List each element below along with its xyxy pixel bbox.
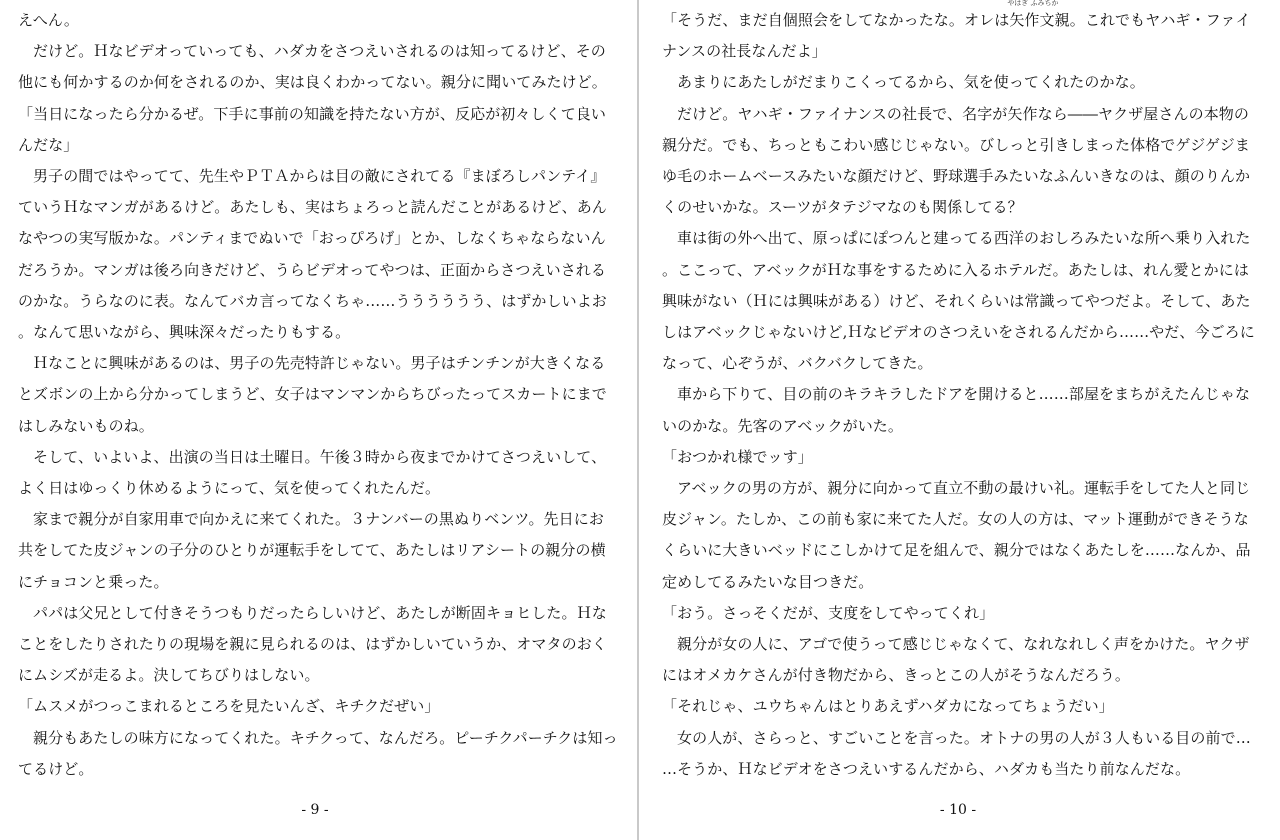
paragraph: Ｈなことに興味があるのは、男子の先売特許じゃない。男子はチンチンが大きくなるとズボンの上から分かってしまうど、女子はマンマンからちびったってスカートにまではしみないものね。 bbox=[18, 354, 607, 435]
right-page-text bbox=[662, 0, 1262, 785]
paragraph: 「ムスメがつっこまれるところを見たいんざ、キチクだぜい」 bbox=[18, 697, 440, 716]
paragraph: 「当日になったら分かるぜ。下手に事前の知識を持たない方が、反応が初々しくて良いんだな」 bbox=[18, 104, 607, 154]
paragraph: えへん。 bbox=[18, 11, 80, 29]
paragraph: 親分が女の人に、アゴで使うって感じじゃなくて、なれなれしく声をかけた。ヤクザにはオメカケさんが付き物だから、きっとこの人がそうなんだろう。 bbox=[662, 635, 1250, 685]
page-gutter-divider bbox=[637, 0, 639, 840]
right-page-number: - 10 - bbox=[939, 802, 977, 818]
paragraph: あまりにあたしがだまりこくってるから、気を使ってくれたのかな。 bbox=[677, 73, 1145, 92]
paragraph: だけど。Ｈなビデオっていっても、ハダカをさつえいされるのは知ってるけど、その他にも何かするのか何をされるのか、実は良くわかってない。親分に聞いてみたけど。 bbox=[18, 42, 607, 92]
left-page bbox=[0, 0, 638, 840]
paragraph: 車から下りて、目の前のキラキラしたドアを開けると……部屋をまちがえたんじゃないのかな。先客のアベックがいた。 bbox=[662, 385, 1251, 435]
right-page bbox=[640, 0, 1280, 840]
left-page-number: - 9 - bbox=[301, 802, 329, 818]
paragraph: パパは父兄として付きそうつもりだったらしいけど、あたしが断固キョヒした。Ｈなことをしたりされたりの現場を親に見られるのは、はずかしいていうか、オマタのおくにムシズが走るよ。決してちびりはしない。 bbox=[18, 603, 607, 685]
paragraph: アベックの男の方が、親分に向かって直立不動の最けい礼。運転手をしてた人と同じ皮ジャン。たしか、この前も家に来てた人だ。女の人の方は、マット運動ができそうなくらいに大きいベッドにこしかけて足を組んで、親分ではなくあたしを……なんか、品定めしてるみたいな目つきだ。 bbox=[662, 479, 1251, 591]
ruby-base-text: 矢作文親 bbox=[1009, 11, 1070, 29]
paragraph-text-before-ruby: 「そうだ、まだ自個照会をしてなかったな。オレは bbox=[662, 11, 1010, 29]
paragraph: だけど。ヤハギ・ファイナンスの社長で、名字が矢作なら――ヤクザ屋さんの本物の親分だ。でも、ちっともこわい感じじゃない。びしっと引きしまった体格でゲジゲジまゆ毛のホームベースみたいな顔だけど、野球選手みたいなふんいきなのは、顔のりんかくのせいかな。スーツがタテジマなのも関係してる？ bbox=[662, 104, 1251, 217]
paragraph: 車は街の外へ出て、原っぱにぽつんと建ってる西洋のおしろみたいな所へ乗り入れた。ここって、アベックがＨな事をするために入るホテルだ。あたしは、れん愛とかには興味がない（Ｈには興味がある）けど、それくらいは常識ってやつだよ。そして、あたしはアベックじゃないけど,Ｈなビデオのさつえいをされるんだから……やだ、今ごろになって、心ぞうが、バクバクしてきた。 bbox=[662, 229, 1255, 373]
paragraph: 「おう。さっそくだが、支度をしてやってくれ」 bbox=[662, 603, 995, 622]
paragraph: 親分もあたしの味方になってくれた。キチクって、なんだろ。ピーチクパーチクは知ってるけど。 bbox=[18, 728, 618, 778]
paragraph: 「おつかれ様でッす」 bbox=[662, 447, 813, 466]
paragraph: 女の人が、さらっと、すごいことを言った。オトナの男の人が３人もいる目の前で……そうか、Ｈなビデオをさつえいするんだから、ハダカも当たり前なんだな。 bbox=[662, 728, 1251, 778]
ruby-name bbox=[1007, 0, 1070, 29]
paragraph: 男子の間ではやってて、先生やＰＴＡからは目の敵にされてる『まぼろしパンテイ』ていうＨなマンガがあるけど。あたしも、実はちょろっと読んだことがあるけど、あんなやつの実写版かな。パンティまでぬいで「おっぴろげ」とか、しなくちゃならないんだろうか。マンガは後ろ向きだけど、うらビデオってやつは、正面からさつえいされるのかな。うらなのに表。なんてバカ言ってなくちゃ……うううううう、はずかしいよお。なんて思いながら、興味深々だったりもする。 bbox=[18, 167, 607, 342]
ruby-reading: やはぎ ふみちか bbox=[1007, 0, 1059, 7]
paragraph: 「それじゃ、ユウちゃんはとりあえずハダカになってちょうだい」 bbox=[662, 697, 1114, 716]
paragraph bbox=[662, 0, 1262, 67]
paragraph: そして、いよいよ、出演の当日は土曜日。午後３時から夜までかけてさつえいして、よく日はゆっくり休めるようにって、気を使ってくれたんだ。 bbox=[18, 447, 607, 498]
paragraph-text-after-ruby: 。これでもヤハギ・ファイナンスの社長なんだよ」 bbox=[662, 11, 1251, 61]
paragraph: 家まで親分が自家用車で向かえに来てくれた。３ナンバーの黒ぬりベンツ。先日にお共をしてた皮ジャンの子分のひとりが運転手をしてて、あたしはリアシートの親分の横にチョコンと乗った。 bbox=[18, 510, 606, 591]
left-page-text bbox=[18, 5, 618, 785]
